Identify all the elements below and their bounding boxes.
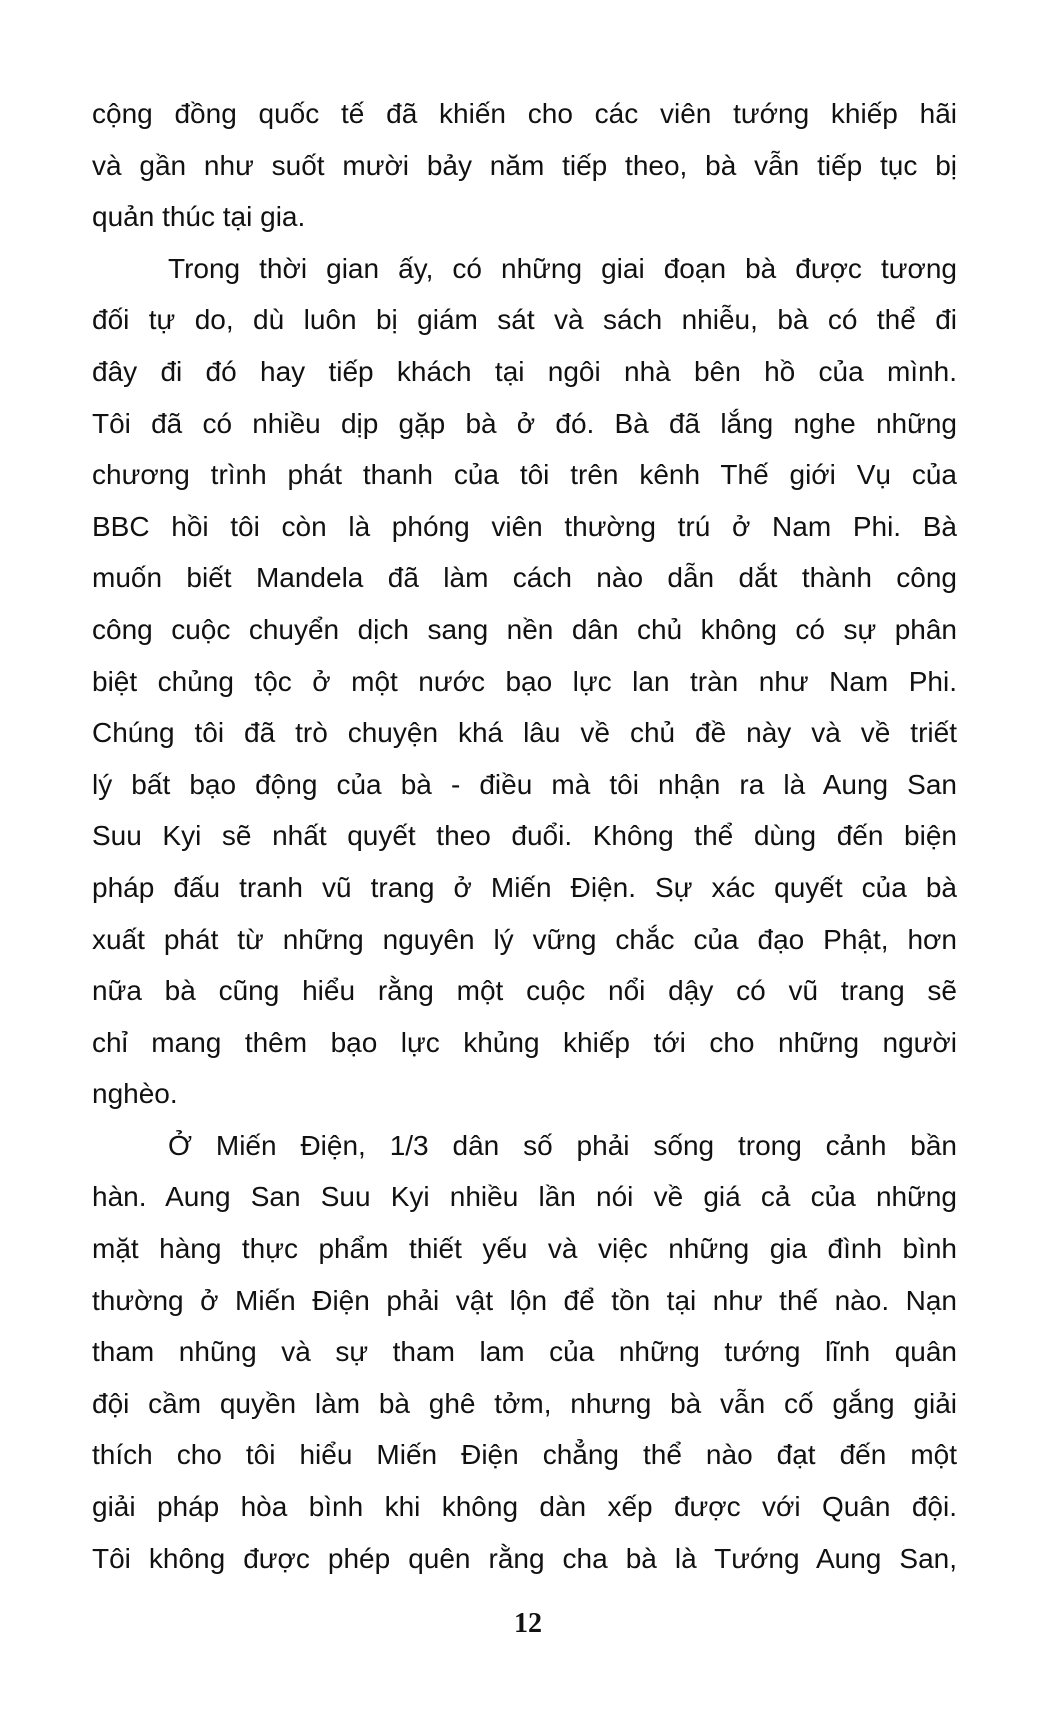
text-line: đây đi đó hay tiếp khách tại ngôi nhà bên hồ của mình. (92, 355, 957, 387)
text-line: thích cho tôi hiểu Miến Điện chẳng thể nào đạt đến một (92, 1439, 957, 1471)
text-line: muốn biết Mandela đã làm cách nào dẫn dắt thành công (92, 562, 957, 594)
text-line: xuất phát từ những nguyên lý vững chắc của đạo Phật, hơn (92, 923, 957, 955)
text-line: chỉ mang thêm bạo lực khủng khiếp tới cho những người (92, 1026, 957, 1058)
text-line: biệt chủng tộc ở một nước bạo lực lan tràn như Nam Phi. (92, 665, 957, 697)
text-line: Trong thời gian ấy, có những giai đoạn bà được tương (168, 252, 957, 284)
text-line: đội cầm quyền làm bà ghê tởm, nhưng bà vẫn cố gắng giải (92, 1387, 957, 1419)
paragraph (92, 243, 957, 1120)
text-line: và gần như suốt mười bảy năm tiếp theo, bà vẫn tiếp tục bị (92, 149, 957, 181)
text-line: tham nhũng và sự tham lam của những tướng lĩnh quân (92, 1336, 957, 1368)
text-line: BBC hồi tôi còn là phóng viên thường trú ở Nam Phi. Bà (92, 510, 957, 542)
text-line: đối tự do, dù luôn bị giám sát và sách nhiễu, bà có thể đi (92, 304, 957, 336)
paragraph (92, 1120, 957, 1584)
text-line: Tôi đã có nhiều dịp gặp bà ở đó. Bà đã lắng nghe những (92, 407, 957, 439)
text-line: thường ở Miến Điện phải vật lộn để tồn tại như thế nào. Nạn (92, 1284, 957, 1316)
paragraph (92, 88, 957, 243)
text-line: chương trình phát thanh của tôi trên kênh Thế giới Vụ của (92, 459, 957, 491)
text-line: giải pháp hòa bình khi không dàn xếp được với Quân đội. (92, 1491, 957, 1523)
text-line: mặt hàng thực phẩm thiết yếu và việc những gia đình bình (92, 1233, 957, 1265)
page-number: 12 (514, 1608, 542, 1639)
text-line: nghèo. (92, 1078, 178, 1110)
text-line: quản thúc tại gia. (92, 201, 306, 233)
text-line: Suu Kyi sẽ nhất quyết theo đuổi. Không thể dùng đến biện (92, 820, 957, 852)
text-line: Ở Miến Điện, 1/3 dân số phải sống trong cảnh bần (168, 1129, 957, 1161)
text-line: nữa bà cũng hiểu rằng một cuộc nổi dậy có vũ trang sẽ (92, 975, 957, 1007)
text-line: pháp đấu tranh vũ trang ở Miến Điện. Sự xác quyết của bà (92, 871, 957, 903)
text-line: Chúng tôi đã trò chuyện khá lâu về chủ đề này và về triết (92, 717, 957, 749)
text-line: hàn. Aung San Suu Kyi nhiều lần nói về giá cả của những (92, 1181, 957, 1213)
text-line: công cuộc chuyển dịch sang nền dân chủ không có sự phân (92, 613, 957, 645)
text-line: cộng đồng quốc tế đã khiến cho các viên tướng khiếp hãi (92, 98, 957, 129)
body-text (92, 88, 957, 1584)
text-line: Tôi không được phép quên rằng cha bà là Tướng Aung San, (92, 1542, 957, 1574)
text-line: lý bất bạo động của bà - điều mà tôi nhận ra là Aung San (92, 768, 957, 800)
